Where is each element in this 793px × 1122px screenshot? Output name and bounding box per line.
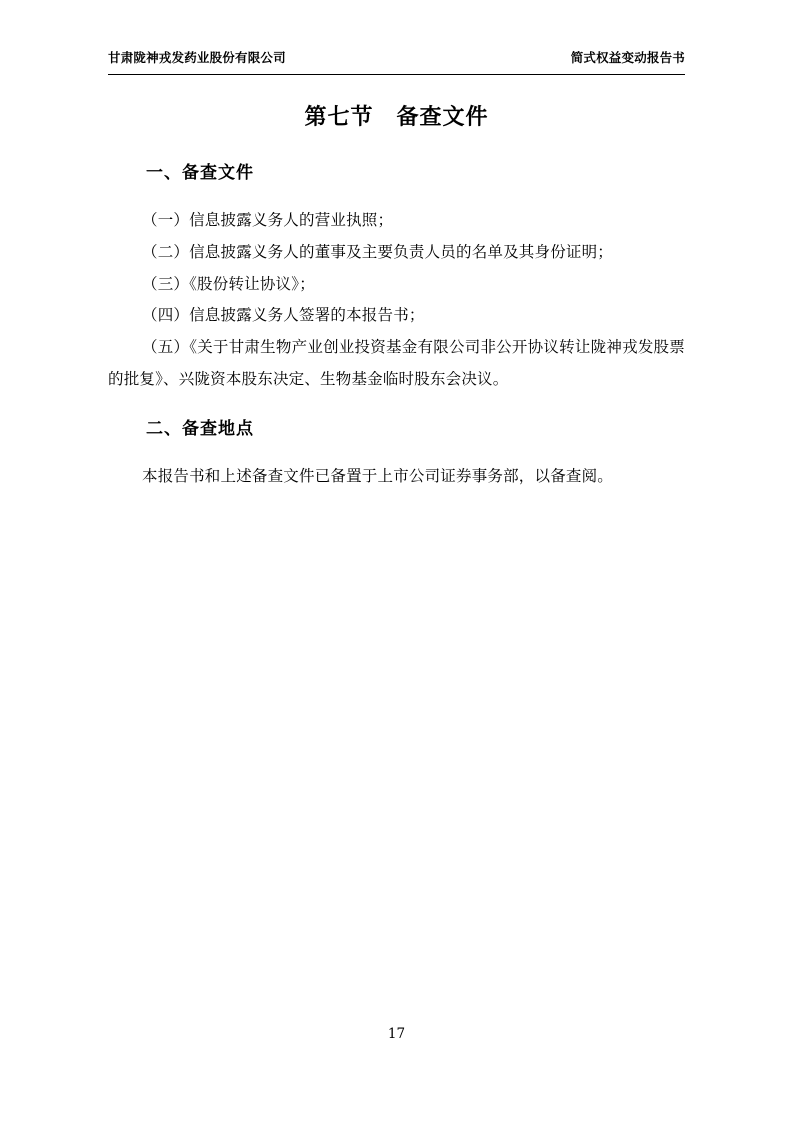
spacer xyxy=(108,396,685,416)
list-item: （三）《股份转让协议》； xyxy=(142,274,315,293)
header-document-type: 简式权益变动报告书 xyxy=(570,50,685,65)
header-company-name: 甘肃陇神戎发药业股份有限公司 xyxy=(108,50,286,65)
list-item: （二）信息披露义务人的董事及主要负责人员的名单及其身份证明； xyxy=(142,242,614,261)
paragraph: 本报告书和上述备查文件已备置于上市公司证券事务部，以备查阅。 xyxy=(142,466,614,485)
section-heading-reference-documents: 一、备查文件 xyxy=(146,163,254,183)
running-header xyxy=(108,50,685,65)
list-item: （四）信息披露义务人签署的本报告书； xyxy=(142,306,425,325)
list-item: （五）《关于甘肃生物产业创业投资基金有限公司非公开协议转让陇神戎发股票的批复》、兴陇资本股东决定、生物基金临时股东会决议。 xyxy=(108,338,685,389)
header-divider xyxy=(108,74,685,75)
page-title: 第七节 备查文件 xyxy=(304,104,489,130)
section-heading-reference-location: 二、备查地点 xyxy=(146,418,254,439)
page-number: 17 xyxy=(387,1026,406,1042)
list-item: （一）信息披露义务人的营业执照； xyxy=(142,211,394,230)
document-body xyxy=(108,160,685,493)
